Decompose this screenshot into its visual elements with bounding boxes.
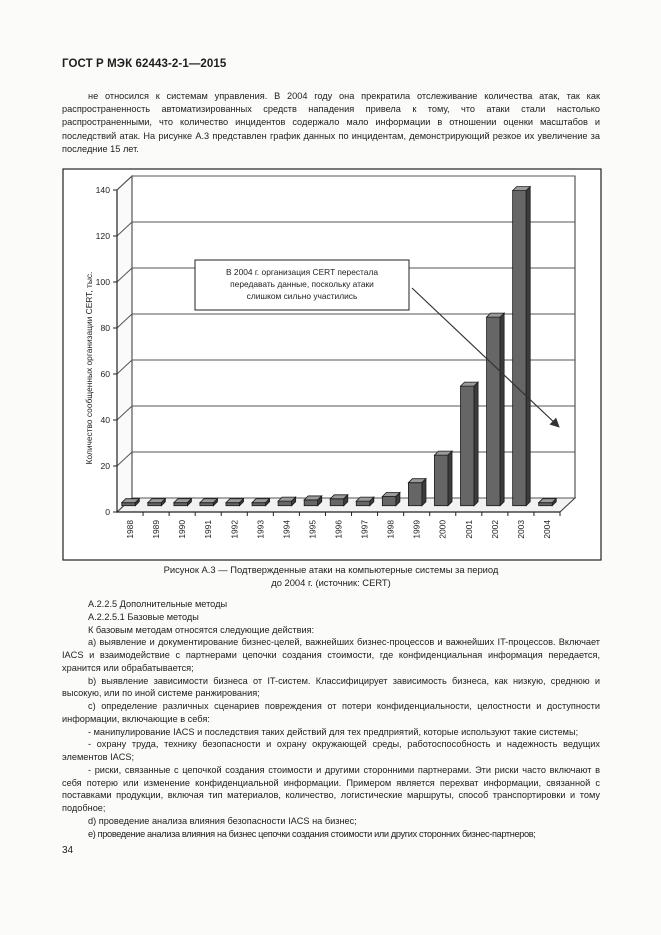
heading-basic-methods: А.2.2.5.1 Базовые методы — [88, 611, 199, 622]
bar-front-face — [487, 317, 501, 506]
x-tick-label: 1992 — [229, 520, 240, 539]
bar — [304, 496, 322, 506]
y-tick-label: 140 — [95, 185, 110, 195]
x-tick-label: 1991 — [203, 520, 214, 539]
bar-front-face — [174, 503, 188, 506]
bar-front-face — [122, 503, 136, 506]
x-tick-label: 2003 — [515, 520, 526, 539]
bar — [148, 499, 166, 506]
heading-additional-methods: А.2.2.5 Дополнительные методы — [88, 599, 228, 609]
bar — [356, 497, 374, 506]
list-item-c: с) определение различных сценариев повреждения от потери конфиденциальности, целостности и доступности информации, включающие в себя: — [62, 701, 600, 724]
bar-front-face — [200, 503, 214, 506]
y-axis-label: Количество сообщенных организации CERT, тыс. — [84, 271, 94, 465]
bar-front-face — [408, 483, 422, 506]
bar-front-face — [461, 386, 475, 506]
bar-side-face — [526, 187, 530, 506]
x-tick-label: 2000 — [437, 520, 448, 539]
bar — [200, 499, 218, 506]
y-tick-label: 100 — [95, 277, 110, 287]
x-tick-label: 1994 — [281, 520, 292, 539]
x-tick-label: 2002 — [489, 520, 500, 539]
x-tick-label: 2001 — [463, 520, 474, 539]
bar — [382, 493, 400, 506]
annotation-line-2: передавать данные, поскольку атаки — [230, 279, 374, 289]
x-tick-label: 1998 — [385, 520, 396, 539]
list-item-b: b) выявление зависимости бизнеса от IT-систем. Классифицирует зависимость бизнеса, как низкую, среднюю и высокую, или по иной системе ранжирования; — [62, 675, 600, 699]
list-item-d: d) проведение анализа влияния безопасности IACS на бизнес; — [88, 815, 357, 826]
bar-front-face — [330, 499, 344, 506]
bar — [539, 499, 557, 506]
annotation-line-3: слишком сильно участились — [246, 291, 358, 301]
y-tick-label: 20 — [100, 461, 110, 471]
bar-front-face — [513, 191, 527, 506]
x-tick-label: 2004 — [541, 520, 552, 539]
x-tick-label: 1996 — [333, 520, 344, 539]
list-subitem: - манипулирование IACS и последствия таких действий для тех предприятий, которые используют такие системы; — [88, 726, 579, 737]
bar — [461, 382, 479, 506]
x-tick-label: 1989 — [151, 520, 162, 539]
bar-front-face — [148, 503, 162, 506]
bar — [252, 499, 270, 506]
chart-svg — [62, 168, 602, 563]
bar — [487, 313, 505, 506]
annotation-box — [195, 260, 409, 310]
bar-front-face — [304, 500, 318, 506]
intro-paragraph: не относился к системам управления. В 2004 году она прекратила отслеживание количества атак, так как распространенность автоматизированных средств нападения привела к тому, что атаки стали настолько распространенными, что количество инцидентов содержало мало информации в отношении оценки масштабов и последствий атак. На рисунке А.3 представлен график данных по инцидентам, демонстрирующий резкое их увеличение за последние 15 лет. — [62, 91, 600, 154]
bar-front-face — [252, 503, 266, 506]
bar-side-face — [448, 451, 452, 506]
list-subitem: - охрану труда, технику безопасности и охрану окружающей среды, работоспособность и надежность ведущих элементов IACS; — [62, 739, 600, 762]
bar — [122, 499, 140, 506]
y-tick-label: 60 — [100, 369, 110, 379]
bar — [330, 495, 348, 506]
paragraph: К базовым методам относятся следующие действия: — [88, 624, 315, 635]
x-tick-label: 1993 — [255, 520, 266, 539]
bar — [408, 479, 426, 506]
y-tick-label: 80 — [100, 323, 110, 333]
x-tick-label: 1988 — [125, 520, 136, 539]
bar-side-face — [474, 382, 478, 506]
bar-side-face — [500, 313, 504, 506]
x-tick-label: 1990 — [177, 520, 188, 539]
y-tick-label: 40 — [100, 415, 110, 425]
plot-side-wall — [117, 176, 132, 512]
body-text — [62, 598, 600, 840]
x-tick-label: 1997 — [359, 520, 370, 539]
bar — [513, 187, 531, 506]
caption-line-2: до 2004 г. (источник: CERT) — [271, 577, 391, 588]
bar-front-face — [356, 501, 370, 506]
list-subitem: - риски, связанные с цепочкой создания стоимости и другими сторонними партнерами. Эти риски часто включают в себя потерю или изменение конфиденциальной информации. Примером является перехват информации, связанной с поставками продукции, включая тип материалов, количество, логистические маршруты, способ транспортировки и тому подобное; — [62, 764, 600, 813]
bar — [434, 451, 452, 506]
document-header: ГОСТ Р МЭК 62443-2-1—2015 — [62, 58, 227, 70]
x-tick-label: 1995 — [307, 520, 318, 539]
bar-front-face — [434, 455, 448, 506]
attacks-chart — [62, 168, 602, 563]
bar — [278, 497, 296, 506]
bar-side-face — [422, 479, 426, 506]
list-item-a: а) выявление и документирование бизнес-целей, важнейших бизнес-процессов и важнейших IT-процессов. Включает IACS и взаимодействие с партнерами цепочки создания стоимости, где конфиденциальная информация передается, хранится или обрабатывается; — [62, 637, 600, 673]
caption-line-1: Рисунок А.3 — Подтвержденные атаки на компьютерные системы за период — [163, 564, 499, 575]
bar — [226, 499, 244, 506]
plot-back-wall — [132, 176, 575, 498]
x-tick-label: 1999 — [411, 520, 422, 539]
annotation-line-1: В 2004 г. организация CERT перестала — [226, 267, 378, 277]
bar-front-face — [278, 501, 292, 506]
figure-caption — [62, 563, 600, 589]
bar-front-face — [382, 497, 396, 506]
y-tick-label: 0 — [105, 507, 110, 517]
bar — [174, 499, 192, 506]
y-tick-label: 120 — [95, 231, 110, 241]
bar-front-face — [226, 503, 240, 506]
bar-front-face — [539, 503, 553, 506]
list-item-e: е) проведение анализа влияния на бизнес цепочки создания стоимости или других сторонних бизнес-партнеров; — [88, 828, 536, 839]
page-number: 34 — [62, 845, 74, 856]
